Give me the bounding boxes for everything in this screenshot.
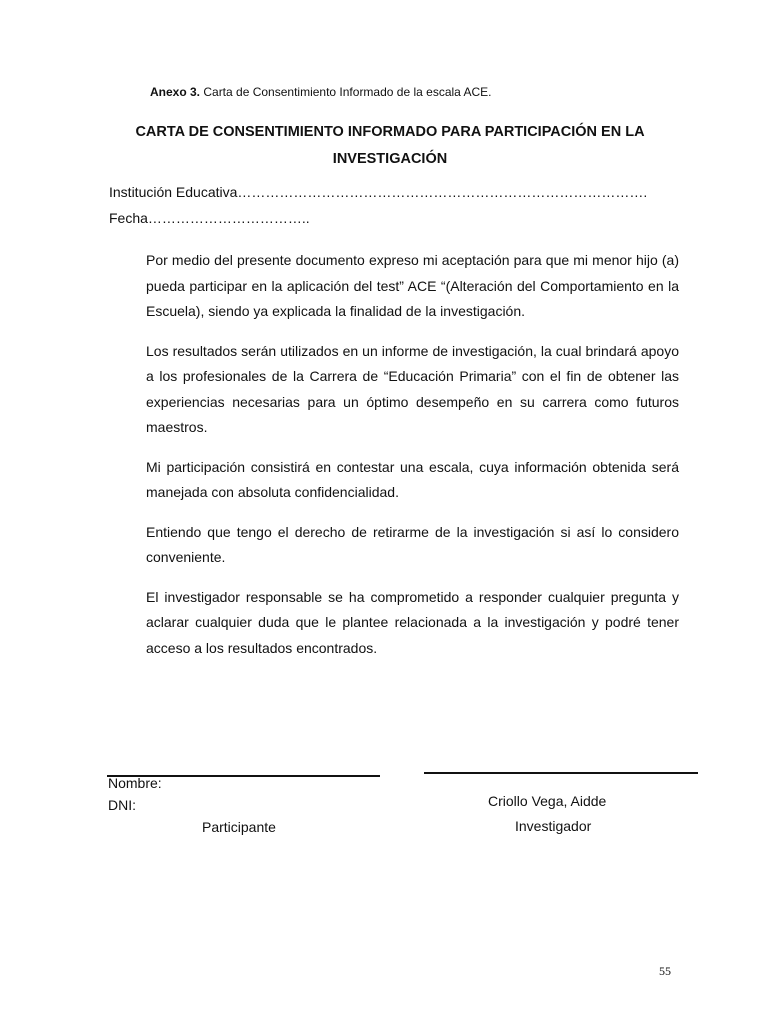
investigator-role: Investigador <box>515 818 592 834</box>
annex-heading <box>150 85 492 99</box>
page-number: 55 <box>659 964 671 978</box>
annex-label: Anexo 3. <box>150 85 201 99</box>
paragraph-investigator-commitment: El investigador responsable se ha comprometido a responder cualquier pregunta y aclarar cualquier duda que le plantee relacionada a la investigación y podré tener acceso a los resultados encontrados. <box>146 588 679 656</box>
paragraph-acceptance: Por medio del presente documento expreso mi aceptación para que mi menor hijo (a) pueda participar en la aplicación del test” ACE “(Alteración del Comportamiento en la Escuela), siendo ya explicada la finalidad de la investigación. <box>146 252 679 319</box>
investigator-name: Criollo Vega, Aidde <box>488 793 607 809</box>
consent-body <box>146 248 679 675</box>
document-title: CARTA DE CONSENTIMIENTO INFORMADO PARA PARTICIPACIÓN EN LA INVESTIGACIÓN <box>135 124 645 167</box>
participant-dni-label: DNI: <box>108 797 136 813</box>
institution-field: Institución Educativa……………………………………………………………………………. <box>109 184 648 200</box>
paragraph-confidentiality: Mi participación consistirá en contestar una escala, cuya información obtenida será manejada con absoluta confidencialidad. <box>146 458 679 500</box>
participant-role: Participante <box>202 819 276 835</box>
paragraph-withdrawal-right: Entiendo que tengo el derecho de retirarme de la investigación si así lo considero conveniente. <box>146 523 679 565</box>
annex-caption: Carta de Consentimiento Informado de la escala ACE. <box>200 85 492 99</box>
participant-name-label: Nombre: <box>108 775 162 791</box>
investigator-signature-line <box>424 772 698 774</box>
paragraph-results-use: Los resultados serán utilizados en un informe de investigación, la cual brindará apoyo a los profesionales de la Carrera de “Educación Primaria” con el fin de obtener las experiencias necesarias para un óptimo desempeño en su carrera como futuros maestros. <box>146 342 679 435</box>
date-field: Fecha…………………………….. <box>109 210 310 226</box>
